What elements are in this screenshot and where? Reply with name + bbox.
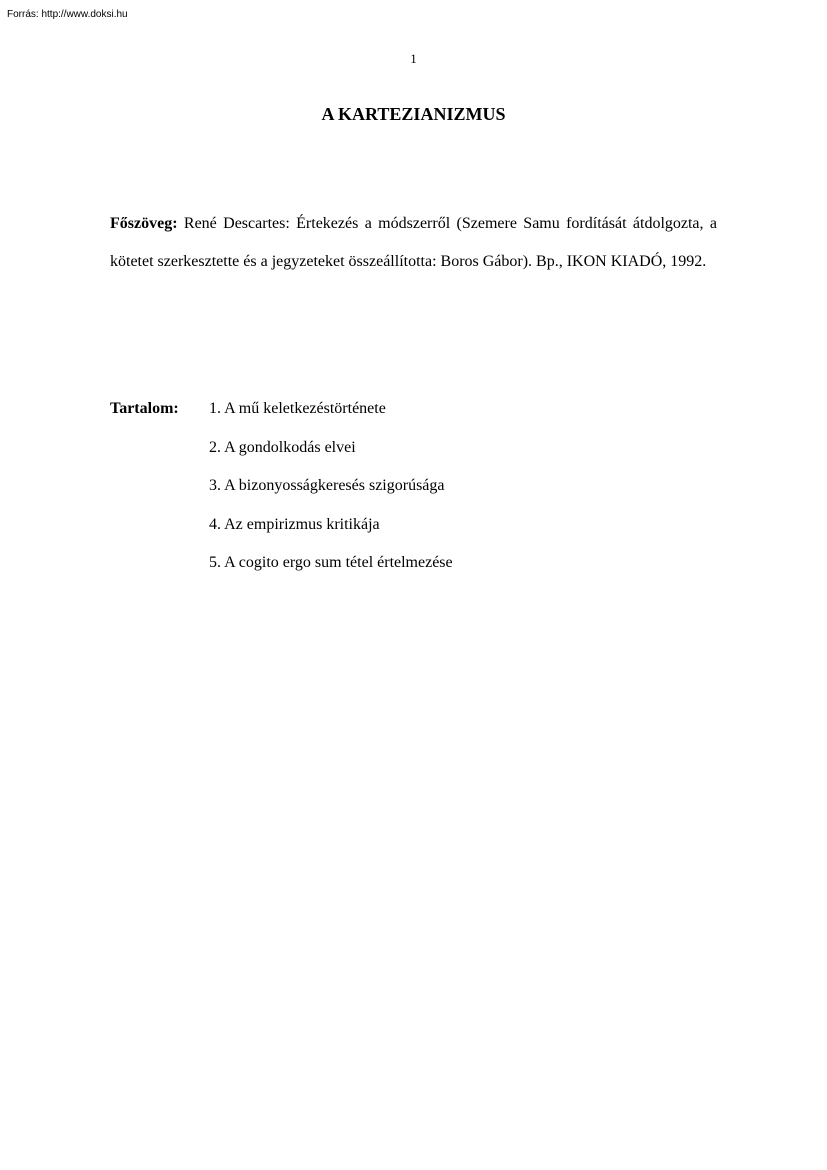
source-attribution: Forrás: http://www.doksi.hu	[7, 9, 128, 20]
page-number: 1	[410, 51, 417, 66]
contents-item: 3. A bizonyosságkeresés szigorúsága	[209, 477, 445, 494]
contents-label: Tartalom:	[110, 400, 179, 417]
contents-item: 5. A cogito ergo sum tétel értelmezése	[209, 554, 453, 571]
main-text-body: René Descartes: Értekezés a módszerről (Szemere Samu fordítását átdolgozta, a kötetet szerkesztette és a jegyzeteket összeállította: Boros Gábor). Bp., IKON KIADÓ, 1992.	[110, 215, 718, 270]
contents-item: 1. A mű keletkezéstörténete	[209, 400, 386, 417]
contents-list	[209, 397, 453, 590]
document-title: A KARTEZIANIZMUS	[321, 104, 506, 124]
contents-item: 2. A gondolkodás elvei	[209, 438, 356, 456]
main-text-paragraph	[110, 205, 717, 281]
main-text-label: Főszöveg:	[110, 215, 178, 232]
contents-item: 4. Az empirizmus kritikája	[209, 515, 380, 533]
